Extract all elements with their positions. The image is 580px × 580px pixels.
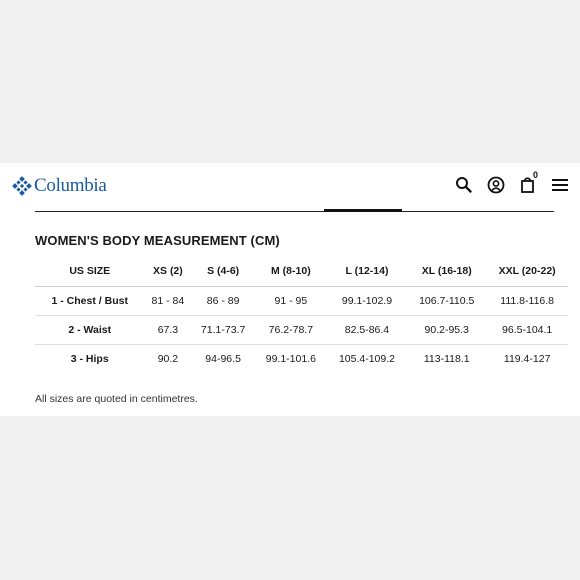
table-cell: 99.1-101.6 bbox=[265, 353, 316, 365]
size-chart-panel bbox=[0, 163, 580, 416]
table-cell: 96.5-104.1 bbox=[486, 316, 568, 345]
size-chart-table bbox=[35, 256, 568, 373]
header-actions bbox=[442, 170, 570, 195]
table-cell: 71.1-73.7 bbox=[191, 316, 255, 345]
brand-name: Columbia bbox=[34, 175, 107, 196]
table-cell: 90.2 bbox=[157, 353, 179, 365]
account-icon[interactable] bbox=[486, 175, 506, 195]
table-cell: 106.7-110.5 bbox=[407, 287, 486, 316]
columbia-diamond-icon bbox=[12, 176, 32, 196]
table-row bbox=[35, 345, 568, 374]
tab-divider bbox=[35, 211, 554, 212]
row-label: 2 - Waist bbox=[35, 316, 144, 345]
active-tab-indicator bbox=[324, 209, 402, 212]
table-cell: 86 - 89 bbox=[191, 287, 255, 316]
table-cell: 76.2-78.7 bbox=[255, 316, 327, 345]
table-header-row bbox=[35, 256, 568, 287]
table-row bbox=[35, 287, 568, 316]
table-cell: 111.8-116.8 bbox=[486, 287, 568, 316]
row-label: 3 - Hips bbox=[70, 353, 109, 365]
column-header: US SIZE bbox=[35, 256, 144, 287]
column-header: XS (2) bbox=[144, 256, 191, 287]
table-cell: 113-118.1 bbox=[423, 353, 470, 365]
columbia-logo[interactable] bbox=[12, 175, 107, 197]
table-cell: 82.5-86.4 bbox=[327, 316, 407, 345]
table-cell: 91 - 95 bbox=[255, 287, 327, 316]
site-header bbox=[0, 163, 580, 207]
table-cell: 67.3 bbox=[144, 316, 191, 345]
table-cell: 94-96.5 bbox=[205, 353, 241, 365]
table-cell: 105.4-109.2 bbox=[338, 353, 395, 365]
column-header: S (4-6) bbox=[191, 256, 255, 287]
column-header: M (8-10) bbox=[255, 256, 327, 287]
table-row bbox=[35, 316, 568, 345]
menu-icon[interactable] bbox=[550, 175, 570, 195]
row-label: 1 - Chest / Bust bbox=[35, 287, 144, 316]
cart-button[interactable] bbox=[518, 170, 539, 195]
search-icon[interactable] bbox=[454, 175, 474, 195]
column-header: L (12-14) bbox=[327, 256, 407, 287]
table-cell: 99.1-102.9 bbox=[327, 287, 407, 316]
column-header: XXL (20-22) bbox=[486, 256, 568, 287]
column-header: XL (16-18) bbox=[407, 256, 486, 287]
table-cell: 90.2-95.3 bbox=[407, 316, 486, 345]
table-cell: 81 - 84 bbox=[144, 287, 191, 316]
cart-count-badge: 0 bbox=[533, 170, 539, 180]
footnote: All sizes are quoted in centimetres. bbox=[35, 393, 198, 405]
table-cell: 119.4-127 bbox=[503, 353, 551, 365]
page-title: WOMEN'S BODY MEASUREMENT (CM) bbox=[35, 233, 280, 248]
